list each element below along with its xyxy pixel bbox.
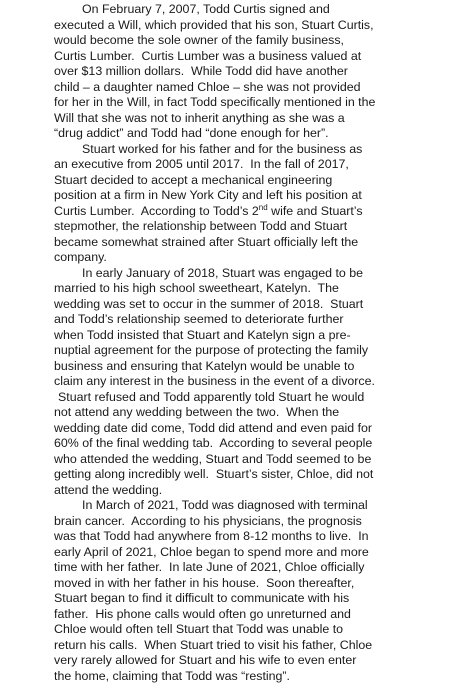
text-line [54, 235, 466, 251]
text-line [54, 80, 466, 96]
text-line [54, 514, 466, 530]
line-text: Chloe would often tell Stuart that Todd was unable to [54, 622, 344, 636]
line-text: became somewhat strained after Stuart officially left the [54, 234, 359, 249]
text-line [54, 250, 466, 266]
line-text: On February 7, 2007, Todd Curtis signed and [82, 2, 330, 16]
line-text: and Todd’s relationship seemed to deteriorate further [54, 312, 344, 326]
text-line [54, 18, 466, 34]
text-line [54, 359, 466, 375]
text-line [54, 126, 466, 142]
text-line [54, 576, 466, 592]
line-text: company. [54, 250, 107, 264]
line-text: Stuart worked for his father and for the business as [82, 141, 363, 156]
line-text: position at a firm in New York City and left his position at [54, 188, 362, 202]
line-text: Stuart began to find it difficult to communicate with his [54, 591, 350, 605]
line-text: Will that she was not to inherit anything as she was a [54, 110, 345, 125]
text-line [54, 95, 466, 111]
line-text: attend the wedding. [54, 482, 163, 497]
text-line [54, 390, 466, 406]
line-text: Curtis Lumber. According to Todd’s 2 [54, 203, 259, 218]
text-line [54, 560, 466, 576]
line-text: claim any interest in the business in the event of a divorce. [54, 374, 375, 388]
line-text: brain cancer. According to his physicians, the prognosis [54, 513, 362, 528]
text-line [54, 591, 466, 607]
line-text: return his calls. When Stuart tried to visit his father, Chloe [54, 637, 373, 652]
text-line [54, 653, 466, 669]
line-text: In March of 2021, Todd was diagnosed with terminal [82, 498, 368, 512]
text-line [54, 374, 466, 390]
line-text: nuptial agreement for the purpose of protecting the family [54, 343, 369, 357]
text-line [54, 157, 466, 173]
text-line [54, 219, 466, 235]
line-text: the home, claiming that Todd was “resting”. [54, 668, 290, 683]
text-line [54, 529, 466, 545]
text-line [54, 173, 466, 189]
text-line [54, 266, 466, 282]
line-text: stepmother, the relationship between Todd and Stuart [54, 219, 348, 233]
line-text: “drug addict” and Todd had “done enough for her”. [54, 126, 329, 140]
text-line [54, 2, 466, 18]
text-line [54, 312, 466, 328]
line-text: Stuart decided to accept a mechanical engineering [54, 172, 333, 187]
text-line [54, 669, 466, 685]
document-body [54, 2, 466, 684]
line-text: time with her father. In late June of 2021, Chloe officially [54, 560, 365, 574]
text-line [54, 343, 466, 359]
line-text: father. His phone calls would often go unreturned and [54, 606, 351, 621]
line-text: who attended the wedding, Stuart and Todd seemed to be [54, 451, 372, 466]
text-line [54, 49, 466, 65]
text-line [54, 421, 466, 437]
line-text: In early January of 2018, Stuart was engaged to be [82, 265, 364, 280]
line-text: business and ensuring that Katelyn would be unable to [54, 358, 355, 373]
line-text: not attend any wedding between the two. When the [54, 405, 340, 419]
text-line [54, 638, 466, 654]
line-text: Curtis Lumber. Curtis Lumber was a business valued at [54, 48, 362, 63]
line-text: when Todd insisted that Stuart and Katelyn sign a pre- [54, 327, 351, 342]
text-line [54, 436, 466, 452]
line-text: would become the sole owner of the family business, [54, 33, 344, 47]
text-line [54, 188, 466, 204]
text-line [54, 111, 466, 127]
line-text: married to his high school sweetheart, Katelyn. The [54, 281, 339, 295]
line-text: executed a Will, which provided that his son, Stuart Curtis, [54, 17, 374, 32]
text-line [54, 281, 466, 297]
text-line [54, 297, 466, 313]
text-line [54, 467, 466, 483]
text-line [54, 33, 466, 49]
line-text-continued: wife and Stuart’s [267, 203, 363, 218]
line-text: child – a daughter named Chloe – she was not provided [54, 79, 361, 94]
line-text: Stuart refused and Todd apparently told Stuart he would [58, 389, 365, 404]
superscript: nd [258, 202, 268, 212]
line-text: getting along incredibly well. Stuart’s sister, Chloe, did not [54, 467, 374, 481]
line-text: for her in the Will, in fact Todd specifically mentioned in the [54, 95, 376, 109]
line-text: was that Todd had anywhere from 8-12 months to live. In [54, 529, 369, 543]
line-text: 60% of the final wedding tab. According to several people [54, 436, 373, 450]
text-line [54, 545, 466, 561]
text-line [54, 607, 466, 623]
text-line [54, 405, 466, 421]
text-line [54, 622, 466, 638]
line-text: an executive from 2005 until 2017. In the fall of 2017, [54, 157, 349, 171]
text-line [54, 483, 466, 499]
text-line [54, 64, 466, 80]
line-text: early April of 2021, Chloe began to spend more and more [54, 544, 369, 559]
text-line [54, 498, 466, 514]
line-text: moved in with her father in his house. Soon thereafter, [54, 575, 355, 590]
line-text: wedding date did come, Todd did attend and even paid for [54, 420, 373, 435]
line-text: wedding was set to occur in the summer of 2018. Stuart [54, 296, 364, 311]
line-text: over $13 million dollars. While Todd did have another [54, 64, 348, 78]
text-line [54, 204, 466, 220]
text-line [54, 328, 466, 344]
text-line [54, 452, 466, 468]
text-line [54, 142, 466, 158]
line-text: very rarely allowed for Stuart and his wife to even enter [54, 653, 357, 667]
